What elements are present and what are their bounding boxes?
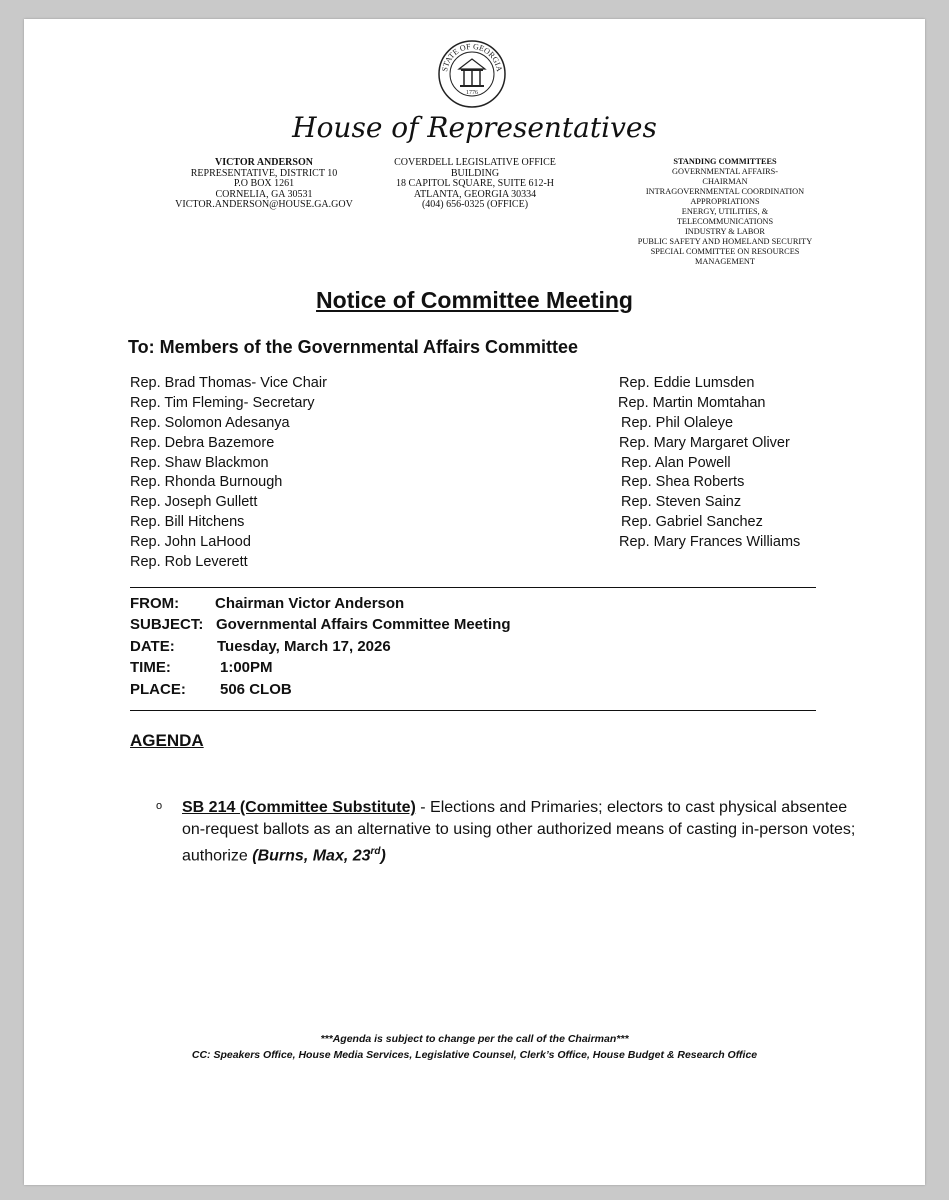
member-left-5: Rep. Shaw Blackmon: [130, 455, 269, 471]
place-label: PLACE:: [130, 681, 186, 698]
office-line-1: COVERDELL LEGISLATIVE OFFICE: [394, 157, 556, 168]
date-value: Tuesday, March 17, 2026: [217, 638, 391, 655]
committee-line: ENERGY, UTILITIES, &: [681, 207, 769, 216]
committee-line: INDUSTRY & LABOR: [685, 227, 765, 236]
member-left-10: Rep. Rob Leverett: [130, 554, 248, 570]
member-left-2: Rep. Tim Fleming- Secretary: [130, 395, 315, 411]
georgia-seal-icon: [437, 39, 507, 109]
office-phone: (404) 656-0325 (OFFICE): [421, 199, 529, 210]
representative-contact-block: [144, 158, 384, 211]
member-right-8: Rep. Gabriel Sanchez: [621, 514, 763, 530]
office-line-2: BUILDING: [450, 167, 500, 179]
agenda-item: [182, 797, 862, 867]
letterhead-title: House of Representatives: [292, 111, 657, 144]
member-right-5: Rep. Alan Powell: [621, 455, 731, 471]
committee-line: APPROPRIATIONS: [690, 197, 760, 206]
office-line-4: ATLANTA, GEORGIA 30334: [413, 188, 537, 200]
committee-line: MANAGEMENT: [695, 257, 755, 266]
member-right-9: Rep. Mary Frances Williams: [619, 534, 801, 550]
member-left-4: Rep. Debra Bazemore: [130, 435, 275, 451]
committee-line: SPECIAL COMMITTEE ON RESOURCES: [650, 247, 800, 256]
agenda-bullet: o: [156, 800, 163, 812]
committee-line: CHAIRMAN: [702, 177, 748, 186]
seal-year: 1776: [466, 90, 478, 96]
office-line-3: 18 CAPITOL SQUARE, SUITE 612-H: [395, 178, 555, 189]
svg-text:STATE OF GEORGIA: [440, 42, 504, 73]
member-right-2: Rep. Martin Momtahan: [618, 395, 766, 411]
bill-author: (Burns, Max, 23: [252, 847, 371, 865]
member-right-1: Rep. Eddie Lumsden: [619, 375, 755, 391]
member-right-4: Rep. Mary Margaret Oliver: [619, 435, 790, 451]
agenda-heading: AGENDA: [130, 731, 204, 750]
from-label: FROM:: [130, 595, 180, 612]
divider-bottom: [130, 710, 816, 711]
committee-line: TELECOMMUNICATIONS: [676, 217, 774, 226]
seal-text: STATE OF GEORGIA: [440, 41, 504, 73]
email-address: VICTOR.ANDERSON@HOUSE.GA.GOV: [175, 199, 353, 210]
member-right-7: Rep. Steven Sainz: [621, 494, 742, 510]
time-value: 1:00PM: [220, 659, 273, 676]
member-left-3: Rep. Solomon Adesanya: [130, 415, 290, 431]
representative-name: VICTOR ANDERSON: [215, 157, 313, 168]
committee-line: INTRAGOVERNMENTAL COORDINATION: [645, 187, 805, 196]
bill-author-end: ): [380, 847, 386, 865]
member-left-6: Rep. Rhonda Burnough: [130, 474, 283, 490]
divider-top: [130, 587, 816, 588]
office-address-block: [370, 158, 580, 211]
document-page: [24, 19, 925, 1185]
footer-note: ***Agenda is subject to change per the call of the Chairman***: [320, 1033, 629, 1045]
member-left-1: Rep. Brad Thomas- Vice Chair: [130, 375, 327, 391]
subject-label: SUBJECT:: [130, 616, 204, 633]
member-left-9: Rep. John LaHood: [130, 534, 251, 550]
date-label: DATE:: [130, 638, 175, 655]
to-line: To: Members of the Governmental Affairs Committee: [128, 337, 579, 357]
subject-value: Governmental Affairs Committee Meeting: [216, 616, 511, 633]
committees-heading: STANDING COMMITTEES: [673, 157, 777, 166]
member-right-6: Rep. Shea Roberts: [621, 474, 745, 490]
bill-author-suffix: rd: [370, 846, 381, 857]
city-line: CORNELIA, GA 30531: [215, 188, 313, 200]
committee-line: PUBLIC SAFETY AND HOMELAND SECURITY: [637, 237, 813, 246]
committee-line: GOVERNMENTAL AFFAIRS-: [671, 167, 779, 176]
bill-number: SB 214 (Committee Substitute): [182, 799, 416, 816]
po-box: P.O BOX 1261: [233, 178, 295, 189]
standing-committees-block: [600, 157, 850, 267]
representative-district: REPRESENTATIVE, DISTRICT 10: [190, 167, 338, 179]
from-value: Chairman Victor Anderson: [215, 595, 405, 612]
place-value: 506 CLOB: [220, 681, 292, 698]
footer-cc: CC: Speakers Office, House Media Services, Legislative Counsel, Clerk’s Office, House Budget & Research Office: [191, 1049, 758, 1061]
member-right-3: Rep. Phil Olaleye: [621, 415, 734, 431]
member-left-7: Rep. Joseph Gullett: [130, 494, 258, 510]
notice-heading: Notice of Committee Meeting: [316, 287, 633, 313]
bill-description: - Elections and Primaries; electors to cast physical absentee on-request ballots as an alternative to using other authorized means of casting in-person votes; authorize: [182, 799, 856, 865]
time-label: TIME:: [130, 659, 171, 676]
member-left-8: Rep. Bill Hitchens: [130, 514, 245, 530]
